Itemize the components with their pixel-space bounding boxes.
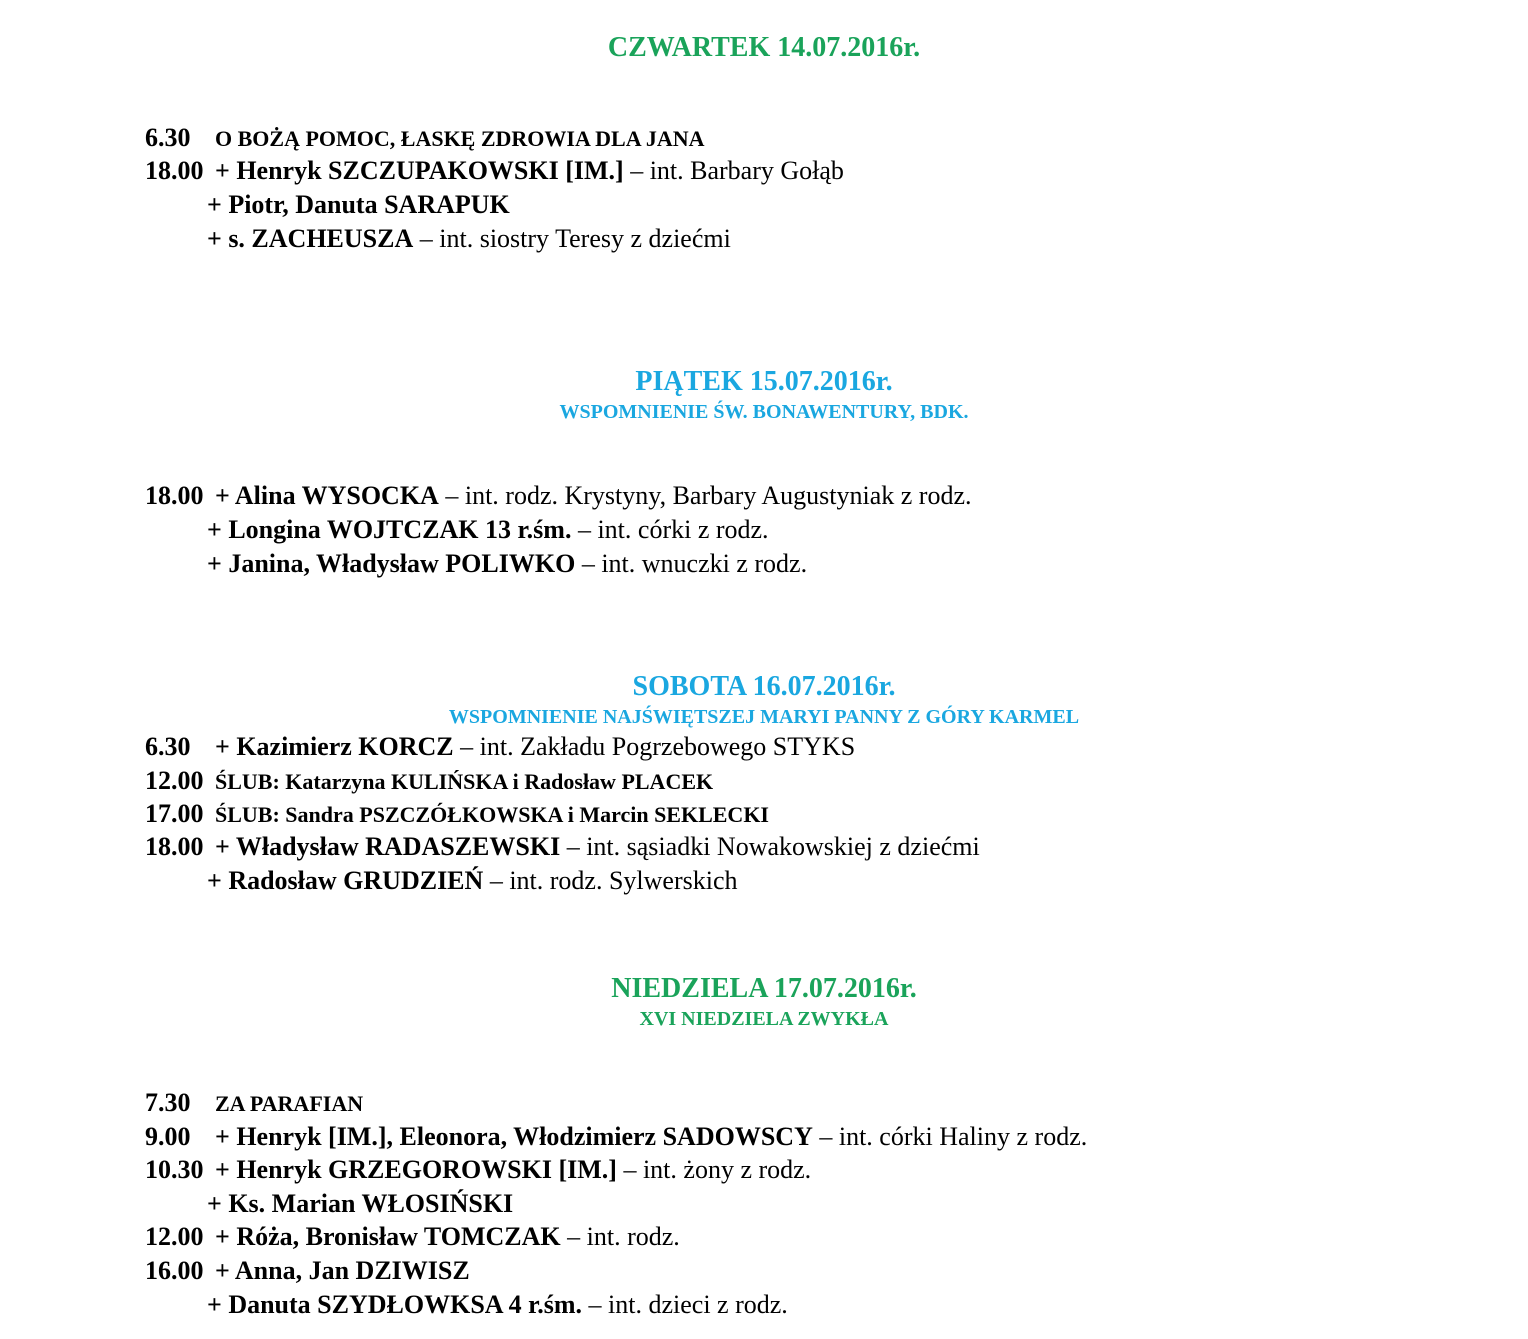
mass-entry	[145, 1155, 811, 1185]
mass-entry	[207, 224, 731, 254]
mass-entry	[145, 1256, 470, 1286]
mass-intention: + Danuta SZYDŁOWKSA 4 r.śm.	[207, 1290, 583, 1319]
mass-intention: + Henryk GRZEGOROWSKI [IM.]	[215, 1155, 617, 1184]
mass-time: 10.30	[145, 1155, 204, 1184]
mass-intention: + Anna, Jan DZIWISZ	[215, 1256, 470, 1285]
mass-entry	[145, 1222, 680, 1252]
day-title-sunday: NIEDZIELA 17.07.2016r.	[611, 973, 917, 1004]
mass-time: 7.30	[145, 1088, 191, 1117]
day-title-friday: PIĄTEK 15.07.2016r.	[635, 366, 893, 397]
mass-requester: – int. dzieci z rodz.	[582, 1290, 788, 1319]
mass-entry	[145, 156, 844, 186]
mass-requester: – int. wnuczki z rodz.	[575, 549, 808, 578]
mass-intention: + Alina WYSOCKA	[215, 481, 439, 510]
mass-time: 18.00	[145, 481, 204, 510]
mass-requester: – int. żony z rodz.	[616, 1155, 812, 1184]
mass-entry	[145, 832, 980, 862]
mass-intention: + Ks. Marian WŁOSIŃSKI	[207, 1189, 514, 1218]
mass-intention: + Henryk [IM.], Eleonora, Włodzimierz SADOWSCY	[215, 1122, 813, 1151]
mass-requester: – int. córki Haliny z rodz.	[812, 1122, 1088, 1151]
mass-time: 16.00	[145, 1256, 204, 1285]
mass-requester: – int. Zakładu Pogrzebowego STYKS	[453, 732, 856, 761]
mass-intention: + Kazimierz KORCZ	[215, 732, 454, 761]
mass-intention: + s. ZACHEUSZA	[207, 224, 414, 253]
mass-time: 6.30	[145, 123, 191, 152]
mass-entry	[145, 481, 972, 511]
mass-entry	[207, 190, 510, 220]
mass-intention: O BOŻĄ POMOC, ŁASKĘ ZDROWIA DLA JANA	[215, 126, 705, 151]
day-title-saturday: SOBOTA 16.07.2016r.	[632, 671, 896, 702]
mass-time: 18.00	[145, 156, 204, 185]
mass-intention: + Władysław RADASZEWSKI	[215, 832, 561, 861]
mass-entry	[207, 1189, 513, 1219]
mass-requester: – int. Barbary Gołąb	[623, 156, 844, 185]
mass-entry	[145, 732, 855, 762]
mass-time: 18.00	[145, 832, 204, 861]
mass-entry	[207, 549, 807, 579]
mass-requester: – int. rodz. Krystyny, Barbary Augustyniak z rodz.	[438, 481, 972, 510]
mass-entry	[145, 766, 713, 797]
mass-requester: – int. sąsiadki Nowakowskiej z dziećmi	[560, 832, 980, 861]
mass-intention: + Longina WOJTCZAK 13 r.śm.	[207, 515, 572, 544]
mass-requester: – int. córki z rodz.	[571, 515, 769, 544]
mass-intention: + Piotr, Danuta SARAPUK	[207, 190, 510, 219]
day-subtitle-saturday: WSPOMNIENIE NAJŚWIĘTSZEJ MARYI PANNY Z GÓRY KARMEL	[448, 706, 1080, 728]
mass-entry	[207, 866, 738, 896]
mass-entry	[145, 799, 769, 830]
mass-requester: – int. siostry Teresy z dziećmi	[413, 224, 731, 253]
mass-entry	[145, 1122, 1087, 1152]
mass-requester: – int. rodz.	[560, 1222, 680, 1251]
day-title-thursday: CZWARTEK 14.07.2016r.	[607, 32, 921, 63]
mass-intention: + Janina, Władysław POLIWKO	[207, 549, 576, 578]
mass-time: 12.00	[145, 766, 204, 795]
mass-entry	[207, 1290, 788, 1320]
mass-time: 6.30	[145, 732, 191, 761]
day-subtitle-sunday: XVI NIEDZIELA ZWYKŁA	[639, 1008, 889, 1030]
mass-time: 17.00	[145, 799, 204, 828]
mass-time: 12.00	[145, 1222, 204, 1251]
mass-intention: + Róża, Bronisław TOMCZAK	[215, 1222, 561, 1251]
mass-entry	[207, 515, 769, 545]
mass-intention: ŚLUB: Sandra PSZCZÓŁKOWSKA i Marcin SEKLECKI	[215, 802, 769, 827]
mass-time: 9.00	[145, 1122, 191, 1151]
mass-entry	[145, 1088, 363, 1119]
mass-intention: ZA PARAFIAN	[215, 1091, 364, 1116]
mass-intention: + Henryk SZCZUPAKOWSKI [IM.]	[215, 156, 624, 185]
mass-requester: – int. rodz. Sylwerskich	[483, 866, 738, 895]
mass-intention: + Radosław GRUDZIEŃ	[207, 866, 484, 895]
mass-entry	[145, 123, 705, 154]
day-subtitle-friday: WSPOMNIENIE ŚW. BONAWENTURY, BDK.	[559, 401, 969, 423]
mass-intention: ŚLUB: Katarzyna KULIŃSKA i Radosław PLACEK	[215, 769, 714, 794]
